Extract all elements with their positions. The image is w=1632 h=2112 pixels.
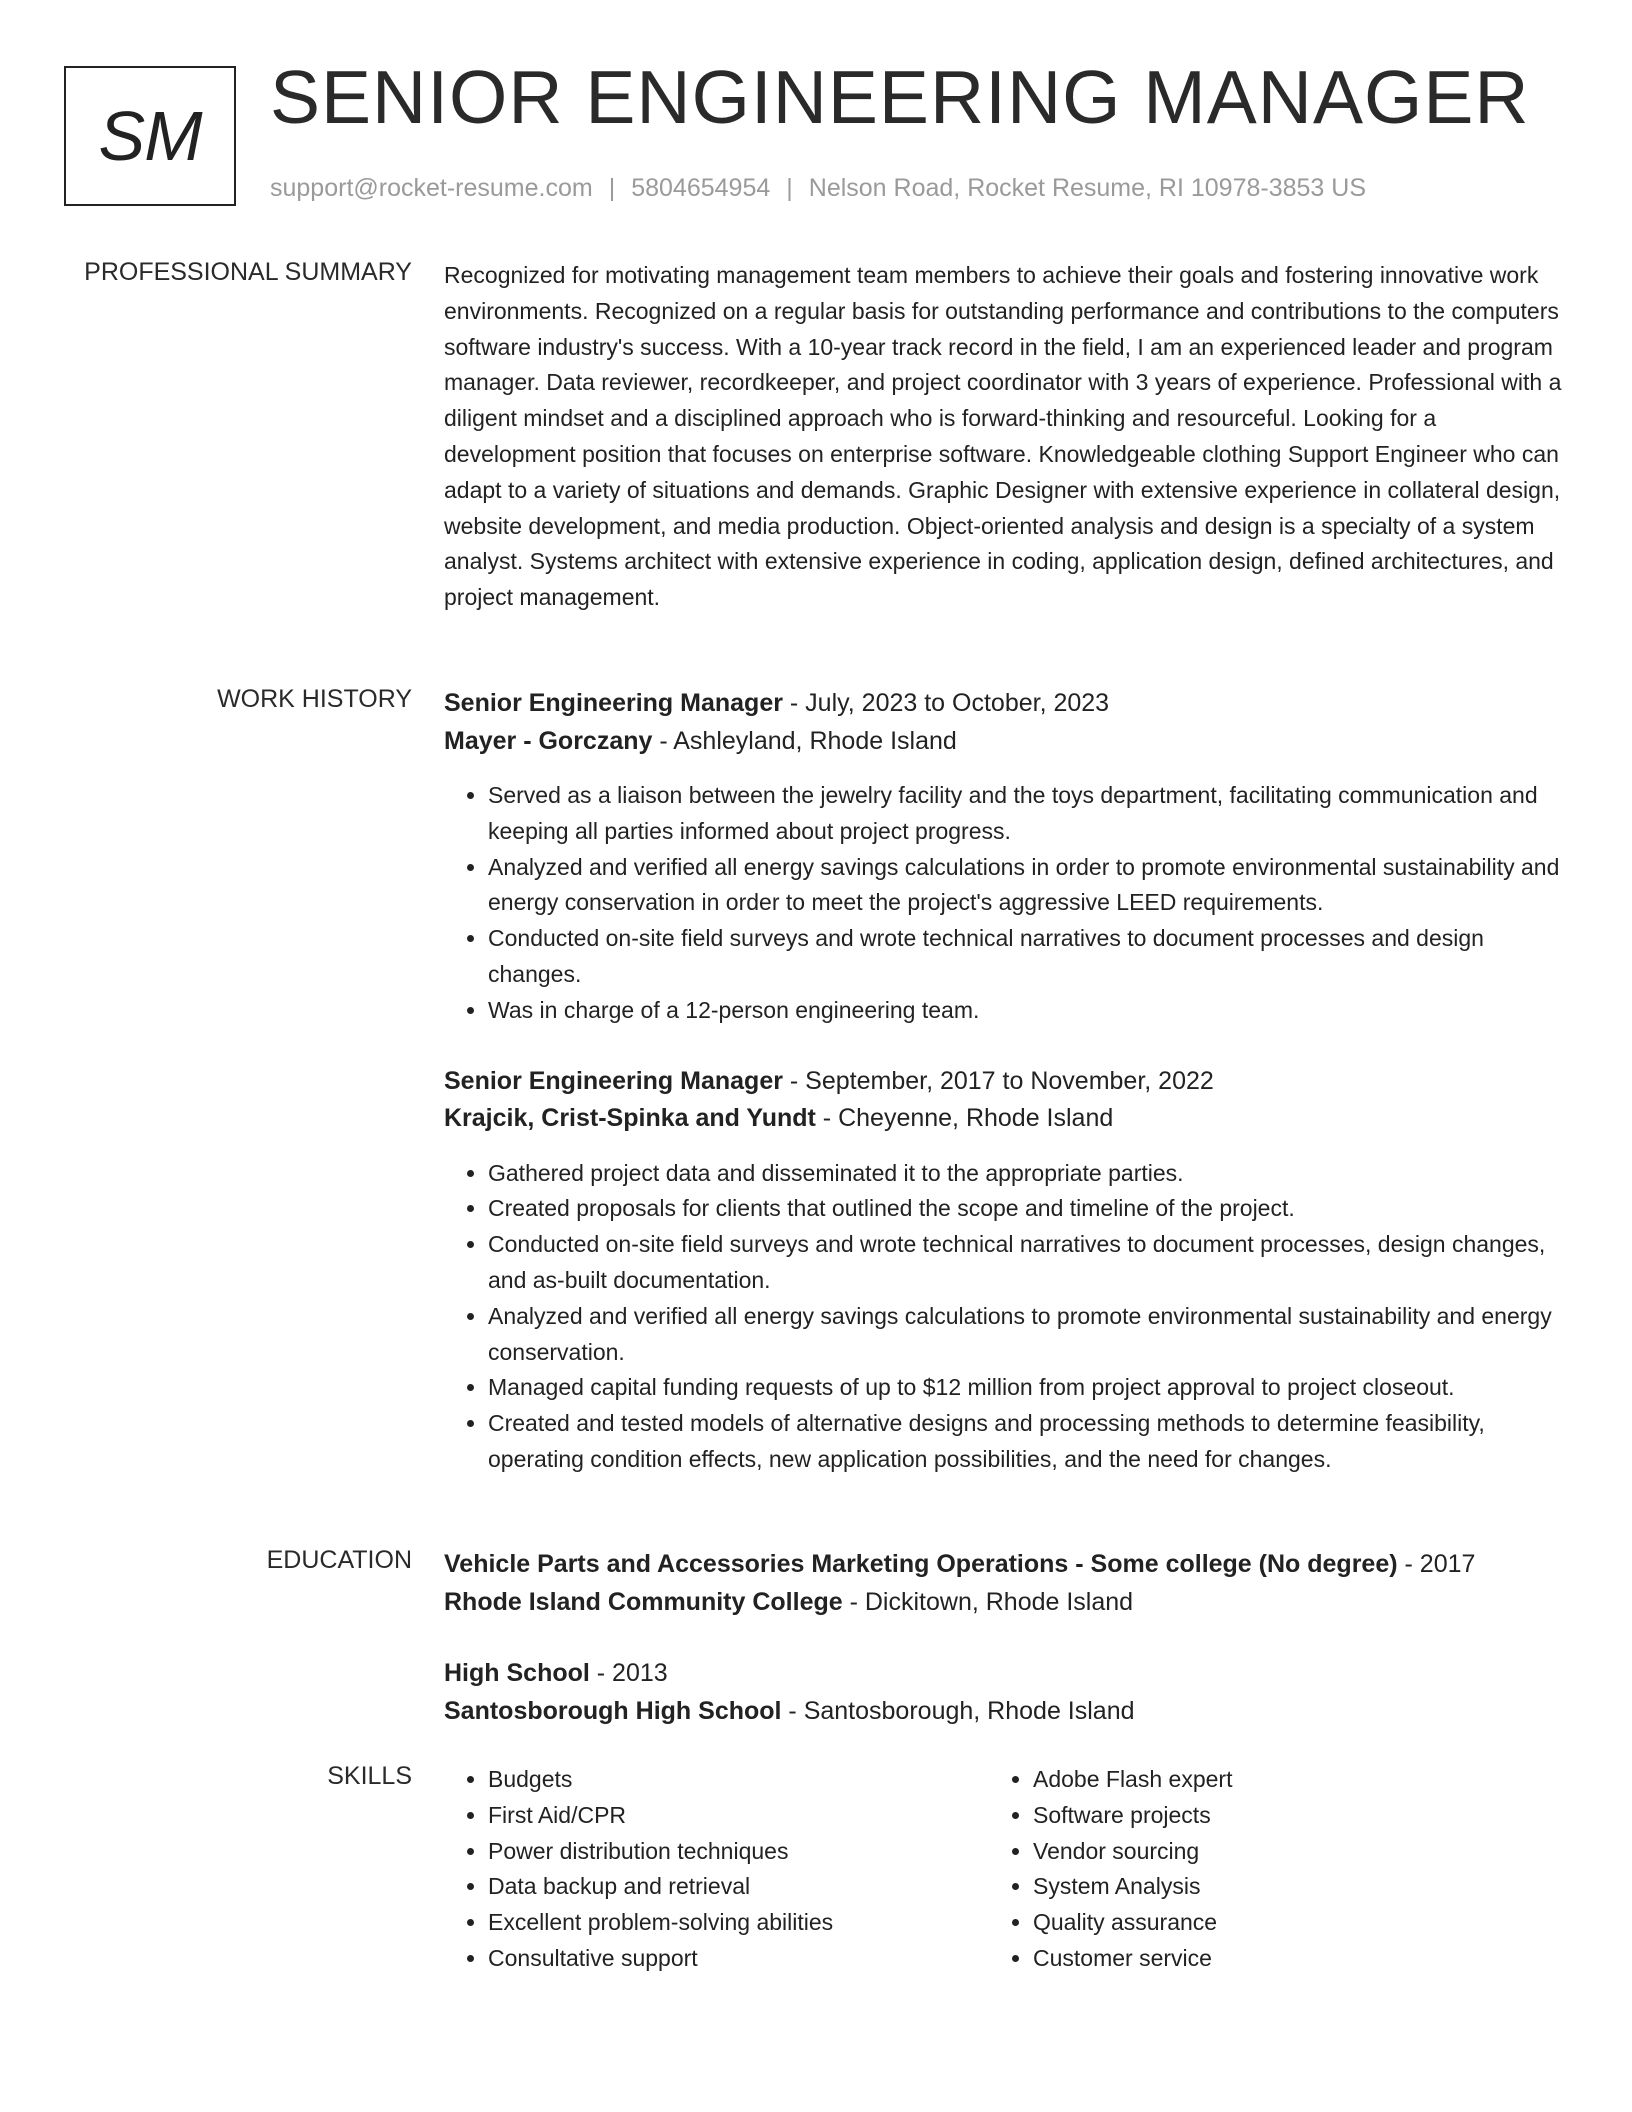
skill-item: • Software projects (1033, 1798, 1534, 1834)
job-dates: - July, 2023 to October, 2023 (782, 689, 1110, 717)
section-label-summary: PROFESSIONAL SUMMARY (84, 258, 412, 286)
contact-phone: 5804654954 (631, 174, 771, 202)
job-bullet: • Conducted on-site field surveys and wrote technical narratives to document processes, design changes, and as-built documentation. (488, 1227, 1562, 1299)
summary-text: Recognized for motivating management team members to achieve their goals and fostering innovative work environments. Recognized on a regular basis for outstanding performance and contributions to the computers software industry's success. With a 10-year track record in the field, I am an experienced leader and program manager. Data reviewer, recordkeeper, and project coordinator with 3 years of experience. Professional with a diligent mindset and a disciplined approach who is forward-thinking and resourceful. Looking for a development position that focuses on enterprise software. Knowledgeable clothing Support Engineer who can adapt to a variety of situations and demands. Graphic Designer with extensive experience in collateral design, website development, and media production. Object-oriented analysis and design is a specialty of a system analyst. Systems architect with extensive experience in coding, application design, defined architectures, and project management. (444, 262, 1562, 611)
education-location: - Dickitown, Rhode Island (842, 1587, 1134, 1616)
job-title-line (444, 685, 1562, 723)
job-bullet: • Created proposals for clients that outlined the scope and timeline of the project. (488, 1191, 1562, 1227)
job-bullet: • Analyzed and verified all energy savings calculations in order to promote environmental sustainability and energy conservation in order to meet the project's aggressive LEED requirements. (488, 850, 1562, 922)
skill-item: • Budgets (488, 1762, 989, 1798)
monogram-logo: SM (64, 66, 236, 206)
skill-item: • System Analysis (1033, 1869, 1534, 1905)
job-title: Senior Engineering Manager (444, 689, 783, 717)
summary-body (444, 258, 1562, 616)
job-bullets (444, 1156, 1562, 1478)
education-entry (444, 1655, 1562, 1730)
skill-item: • Excellent problem-solving abilities (488, 1905, 989, 1941)
education-school-line (444, 1693, 1562, 1731)
skill-item: • Quality assurance (1033, 1905, 1534, 1941)
section-label-education: EDUCATION (266, 1546, 412, 1574)
education-degree-line (444, 1546, 1562, 1584)
contact-line (270, 174, 1366, 203)
skill-item: • Power distribution techniques (488, 1834, 989, 1870)
education-school: Rhode Island Community College (444, 1587, 843, 1616)
job-bullets (444, 778, 1562, 1029)
education-degree: Vehicle Parts and Accessories Marketing Operations - Some college (No degree) (444, 1550, 1398, 1578)
job-bullet: • Gathered project data and disseminated it to the appropriate parties. (488, 1156, 1562, 1192)
job-entry (444, 685, 1562, 1029)
skill-item: • Vendor sourcing (1033, 1834, 1534, 1870)
skills-list-right (989, 1762, 1534, 1977)
education-degree-line (444, 1655, 1562, 1693)
job-bullet: • Created and tested models of alternative designs and processing methods to determine feasibility, operating condition effects, new application possibilities, and the need for changes. (488, 1406, 1562, 1478)
education-entry (444, 1546, 1562, 1621)
job-bullet: • Was in charge of a 12-person engineering team. (488, 993, 1562, 1029)
job-company-line (444, 723, 1562, 761)
contact-separator: | (786, 174, 793, 202)
job-location: - Ashleyland, Rhode Island (652, 726, 957, 755)
skills-body (444, 1762, 1562, 1977)
job-bullet: • Analyzed and verified all energy savings calculations to promote environmental sustainability and energy conservation. (488, 1299, 1562, 1371)
work-history-body (444, 685, 1562, 1478)
contact-email: support@rocket-resume.com (270, 174, 593, 202)
skill-item: • Adobe Flash expert (1033, 1762, 1534, 1798)
section-label-skills: SKILLS (327, 1762, 412, 1790)
skills-list-left (444, 1762, 989, 1977)
education-location: - Santosborough, Rhode Island (781, 1696, 1135, 1725)
education-year: - 2013 (589, 1659, 668, 1687)
education-year: - 2017 (1397, 1550, 1476, 1578)
job-entry (444, 1063, 1562, 1478)
job-company: Krajcik, Crist-Spinka and Yundt (444, 1104, 816, 1133)
job-dates: - September, 2017 to November, 2022 (782, 1066, 1214, 1095)
skills-columns (444, 1762, 1562, 1977)
contact-address: Nelson Road, Rocket Resume, RI 10978-3853 US (808, 174, 1367, 202)
skill-item: • Data backup and retrieval (488, 1869, 989, 1905)
contact-separator: | (608, 174, 616, 202)
job-title-line (444, 1063, 1562, 1101)
skill-item: • Consultative support (488, 1941, 989, 1977)
education-school: Santosborough High School (444, 1696, 782, 1725)
job-company: Mayer - Gorczany (444, 726, 653, 755)
job-company-line (444, 1100, 1562, 1138)
page-title: SENIOR ENGINEERING MANAGER (270, 55, 1530, 139)
job-bullet: • Conducted on-site field surveys and wrote technical narratives to document processes and design changes. (488, 921, 1562, 993)
section-label-work-history: WORK HISTORY (217, 685, 412, 713)
education-school-line (444, 1584, 1562, 1622)
job-location: - Cheyenne, Rhode Island (815, 1104, 1114, 1133)
education-degree: High School (444, 1659, 590, 1687)
skill-item: • Customer service (1033, 1941, 1534, 1977)
education-body (444, 1546, 1562, 1730)
job-title: Senior Engineering Manager (444, 1066, 783, 1095)
job-bullet: • Served as a liaison between the jewelry facility and the toys department, facilitating communication and keeping all parties informed about project progress. (488, 778, 1562, 850)
skill-item: • First Aid/CPR (488, 1798, 989, 1834)
job-bullet: • Managed capital funding requests of up to $12 million from project approval to project closeout. (488, 1370, 1562, 1406)
